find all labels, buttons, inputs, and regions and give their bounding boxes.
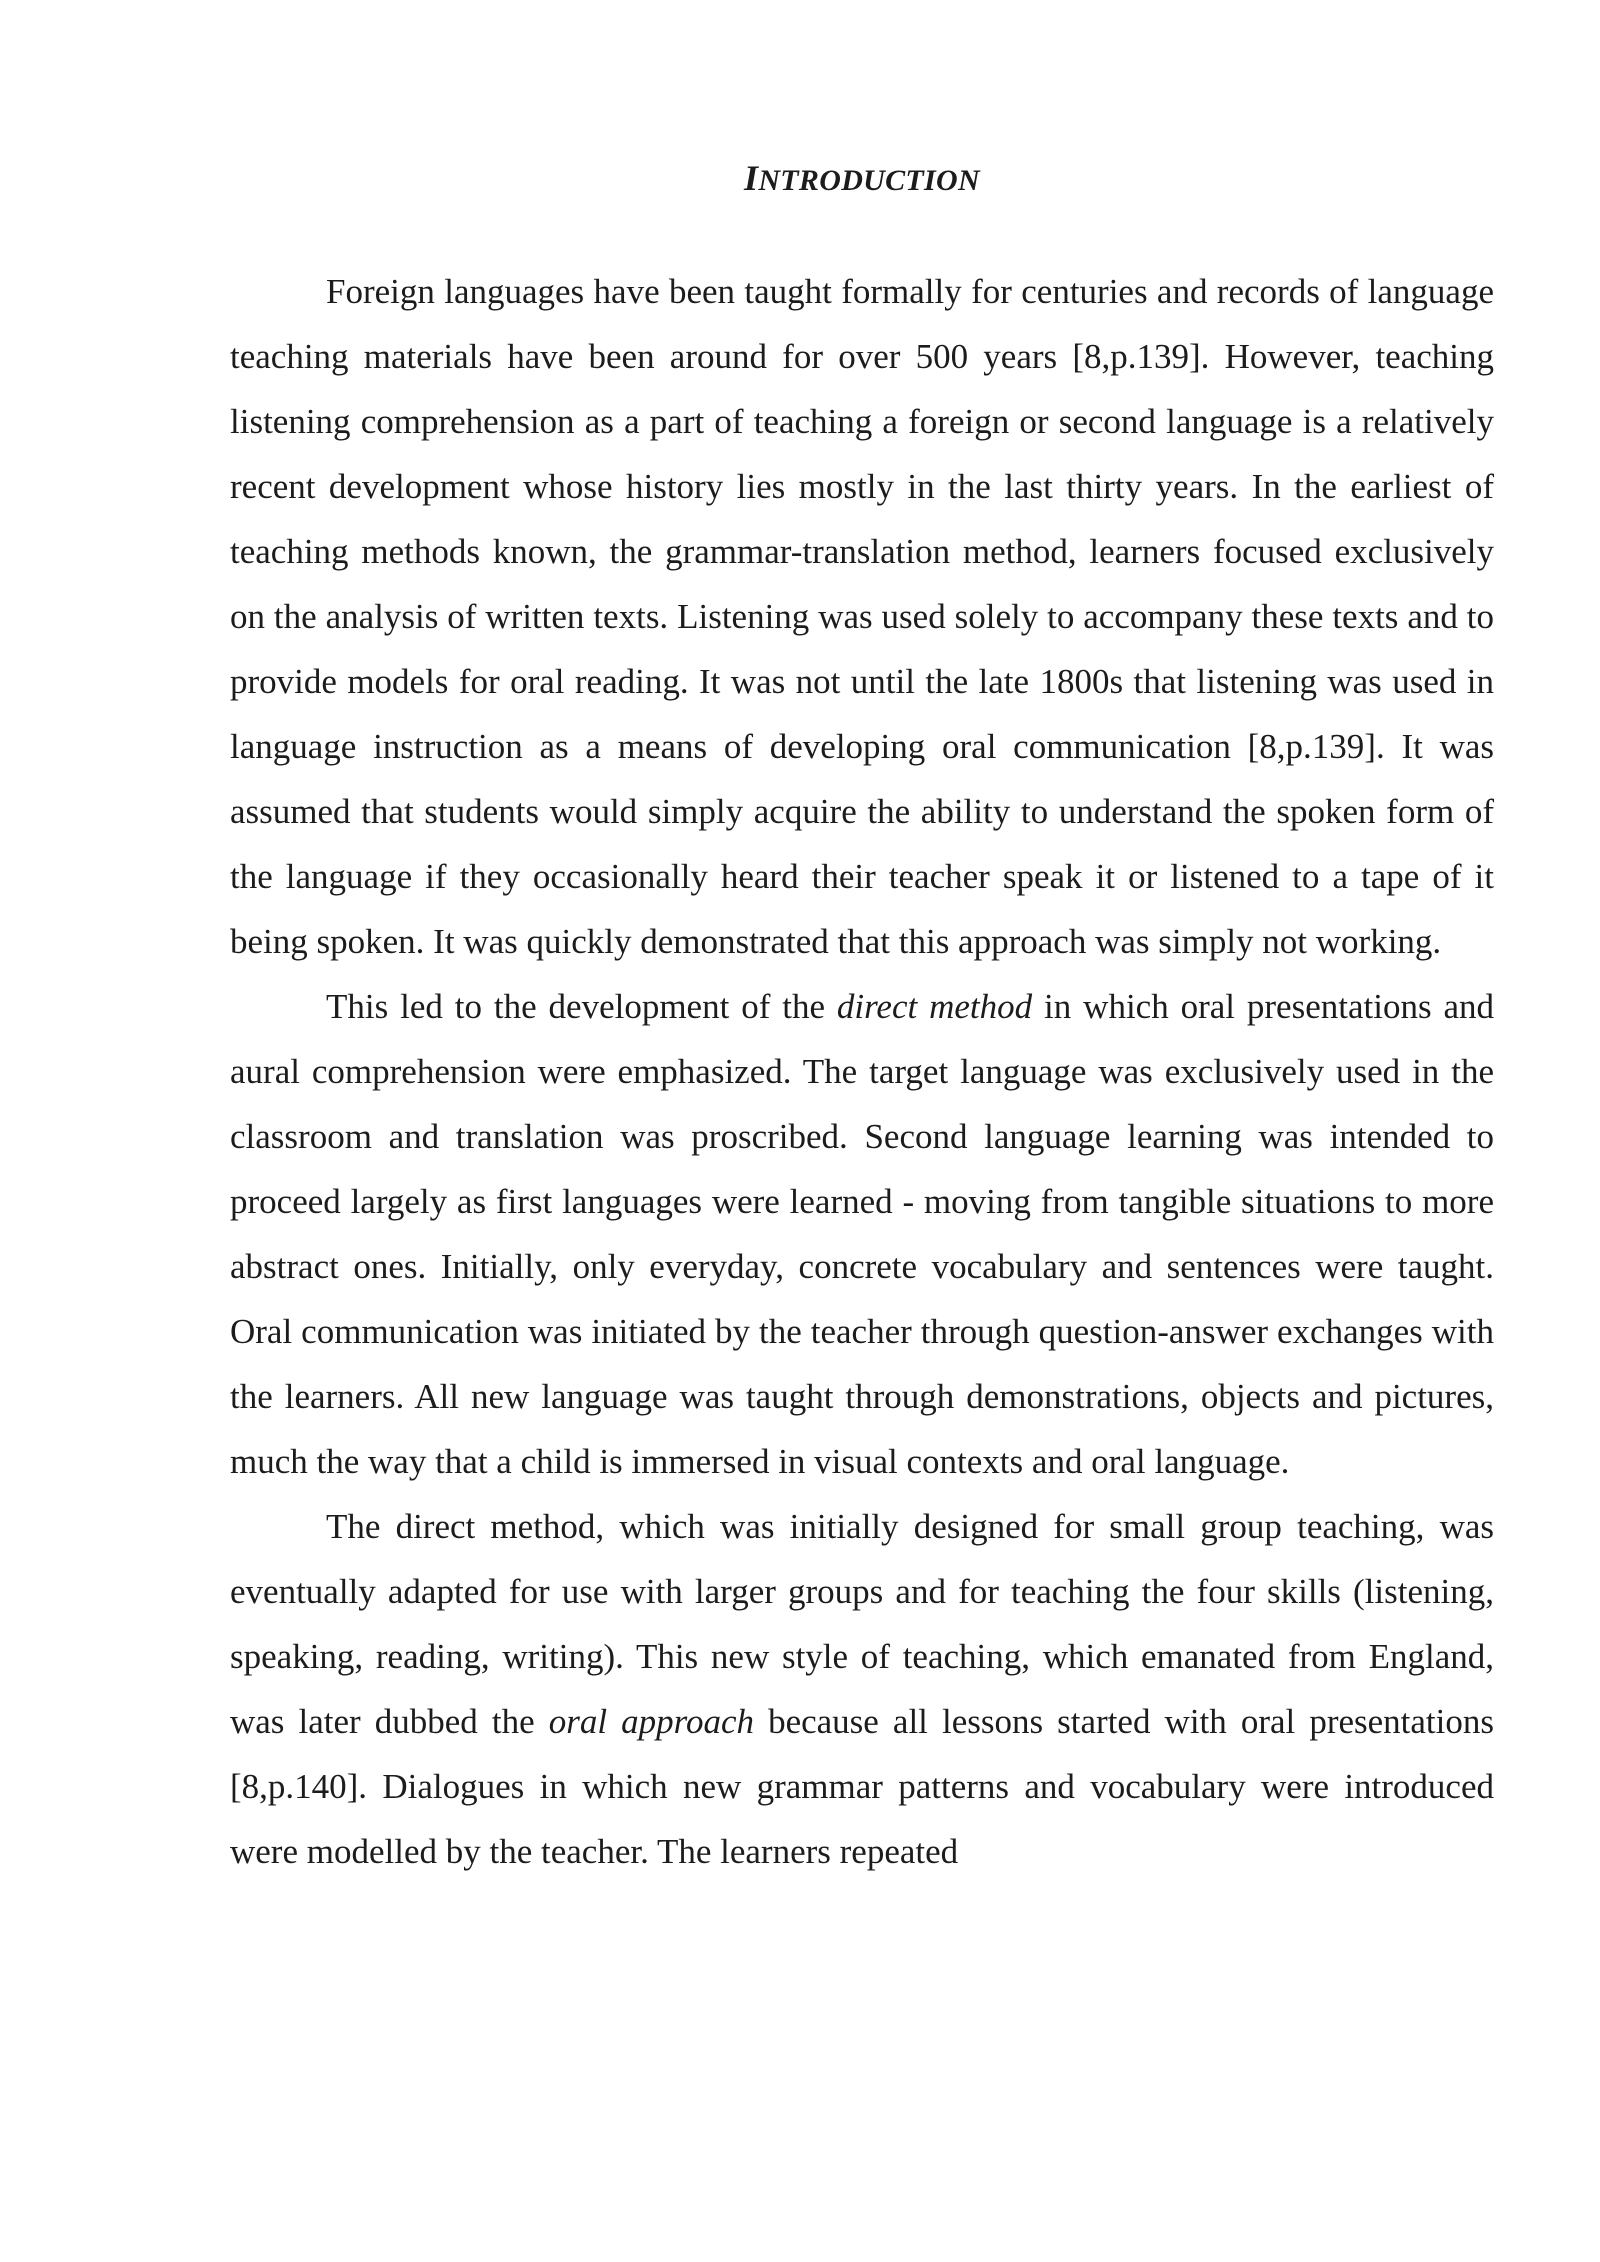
paragraph-3 [230,1494,1494,1884]
document-page [230,150,1494,1884]
paragraph-3-text-end: because all lessons started with oral presentations [8,p.140]. Dialogues in which new grammar patterns and vocabulary were introduced were modelled by the teacher. The learners repeated [230,1702,1495,1871]
italic-term-oral-approach: oral approach [548,1702,754,1741]
paragraph-2-text-end: in which oral presentations and aural comprehension were emphasized. The target language was exclusively used in the classroom and translation was proscribed. Second language learning was intended to proceed largely as first languages were learned - moving from tangible situations to more abstract ones. Initially, only everyday, concrete vocabulary and sentences were taught. Oral communication was initiated by the teacher through question-answer exchanges with the learners. All new language was taught through demonstrations, objects and pictures, much the way that a child is immersed in visual contexts and oral language. [230,987,1494,1481]
italic-term-direct-method: direct method [836,987,1033,1026]
paragraph-2-text-start: This led to the development of the [326,987,837,1026]
title-rest: NTRODUCTION [758,164,980,197]
paragraph-3-text-start: The direct method, which was initially designed for small group teaching, was eventually adapted for use with larger groups and for teaching the four skills (listening, speaking, reading, writing). This new style of teaching, which emanated from England, was later dubbed the [230,1507,1494,1741]
paragraph-2 [230,974,1494,1494]
title-initial: I [744,158,759,198]
paragraph-1: Foreign languages have been taught formally for centuries and records of language teaching materials have been around for over 500 years [8,p.139]. However, teaching listening comprehension as a part of teaching a foreign or second language is a relatively recent development whose history lies mostly in the last thirty years. In the earliest of teaching methods known, the grammar-translation method, learners focused exclusively on the analysis of written texts. Listening was used solely to accompany these texts and to provide models for oral reading. It was not until the late 1800s that listening was used in language instruction as a means of developing oral communication [8,p.139]. It was assumed that students would simply acquire the ability to understand the spoken form of the language if they occasionally heard their teacher speak it or listened to a tape of it being spoken. It was quickly demonstrated that this approach was simply not working. [230,272,1494,961]
page-title [230,150,1494,209]
